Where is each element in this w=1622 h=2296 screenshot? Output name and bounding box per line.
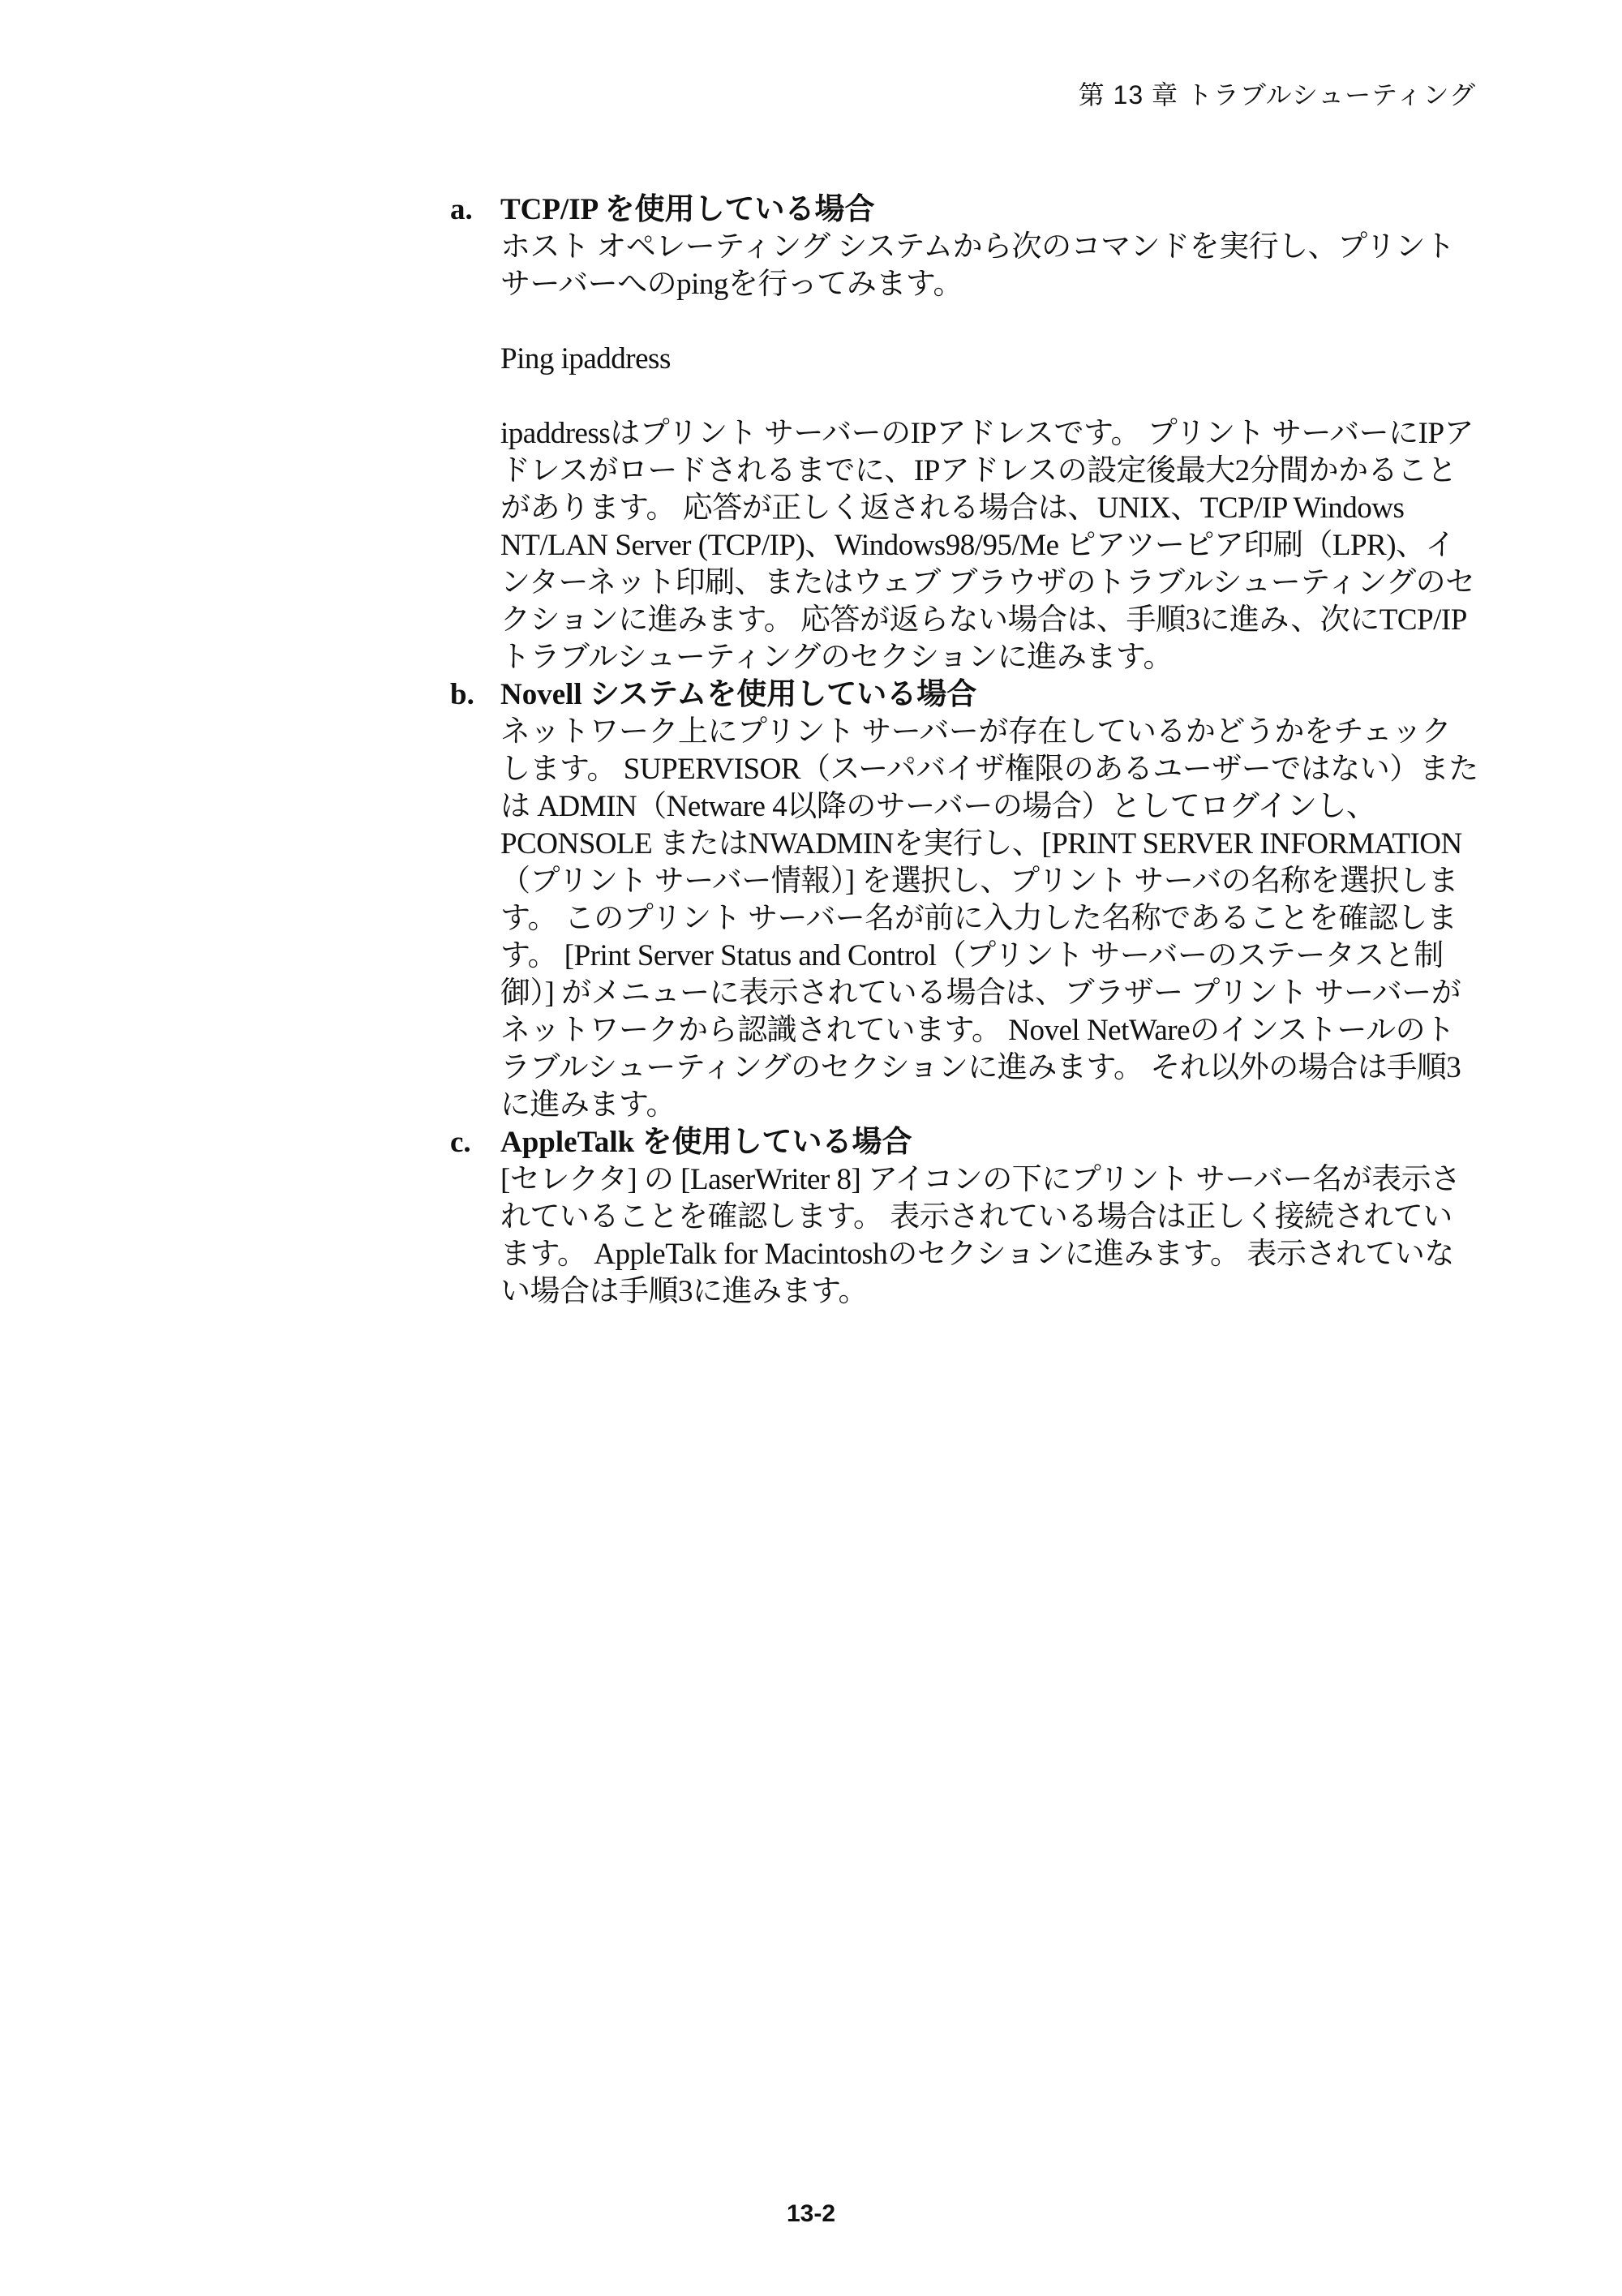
section-letter: a. bbox=[450, 193, 473, 226]
section-letter: c. bbox=[450, 1126, 471, 1159]
section-paragraph: ネットワーク上にプリント サーバーが存在しているかどうかをチェックします。 SUPERVISOR（スーパバイザ権限のあるユーザーではない）または ADMIN（Netware 4以降のサーバーの場合）としてログインし、PCONSOLE またはNWADMINを実行し、[PRINT SERVER INFORMATION（プリント サーバー情報）] を選択し、プリント サーバの名称を選択します。 このプリント サーバー名が前に入力した名称であることを確認します。 [Print Server Status and Control（プリント サーバーのステータスと制御）] がメニューに表示されている場合は、ブラザー プリント サーバーがネットワークから認識されています。 Novel NetWareのインストールのトラブルシューティングのセクションに進みます。 それ以外の場合は手順3に進みます。 bbox=[500, 715, 1478, 1122]
section-novell bbox=[450, 676, 1480, 1124]
section-heading: Novell システムを使用している場合 bbox=[500, 678, 977, 711]
page-number: 13-2 bbox=[786, 2200, 836, 2227]
section-letter: b. bbox=[450, 678, 474, 711]
section-heading: TCP/IP を使用している場合 bbox=[500, 193, 875, 226]
document-body bbox=[450, 191, 1480, 1311]
chapter-header: 第 13 章 トラブルシューティング bbox=[1078, 80, 1476, 109]
section-paragraph: ipaddressはプリント サーバーのIPアドレスです。 プリント サーバーにIPアドレスがロードされるまでに、IPアドレスの設定後最大2分間かかることがあります。 応答が正しく返される場合は、UNIX、TCP/IP Windows NT/LAN Server (TCP/IP)、Windows98/95/Me ピアツーピア印刷（LPR)、インターネット印刷、またはウェブ ブラウザのトラブルシューティングのセクションに進みます。 応答が返らない場合は、手順3に進み、次にTCP/IPトラブルシューティングのセクションに進みます。 bbox=[500, 417, 1475, 674]
section-heading: AppleTalk を使用している場合 bbox=[500, 1126, 912, 1159]
section-paragraph: [セレクタ] の [LaserWriter 8] アイコンの下にプリント サーバー名が表示されていることを確認します。 表示されている場合は正しく接続されています。 AppleTalk for Macintoshのセクションに進みます。 表示されていない場合は手順3に進みます。 bbox=[500, 1163, 1461, 1308]
command-example: Ping ipaddress bbox=[500, 342, 671, 376]
section-tcpip bbox=[450, 191, 1480, 676]
section-appletalk bbox=[450, 1124, 1480, 1311]
section-paragraph: ホスト オペレーティング システムから次のコマンドを実行し、プリント サーバーへのpingを行ってみます。 bbox=[500, 230, 1455, 301]
